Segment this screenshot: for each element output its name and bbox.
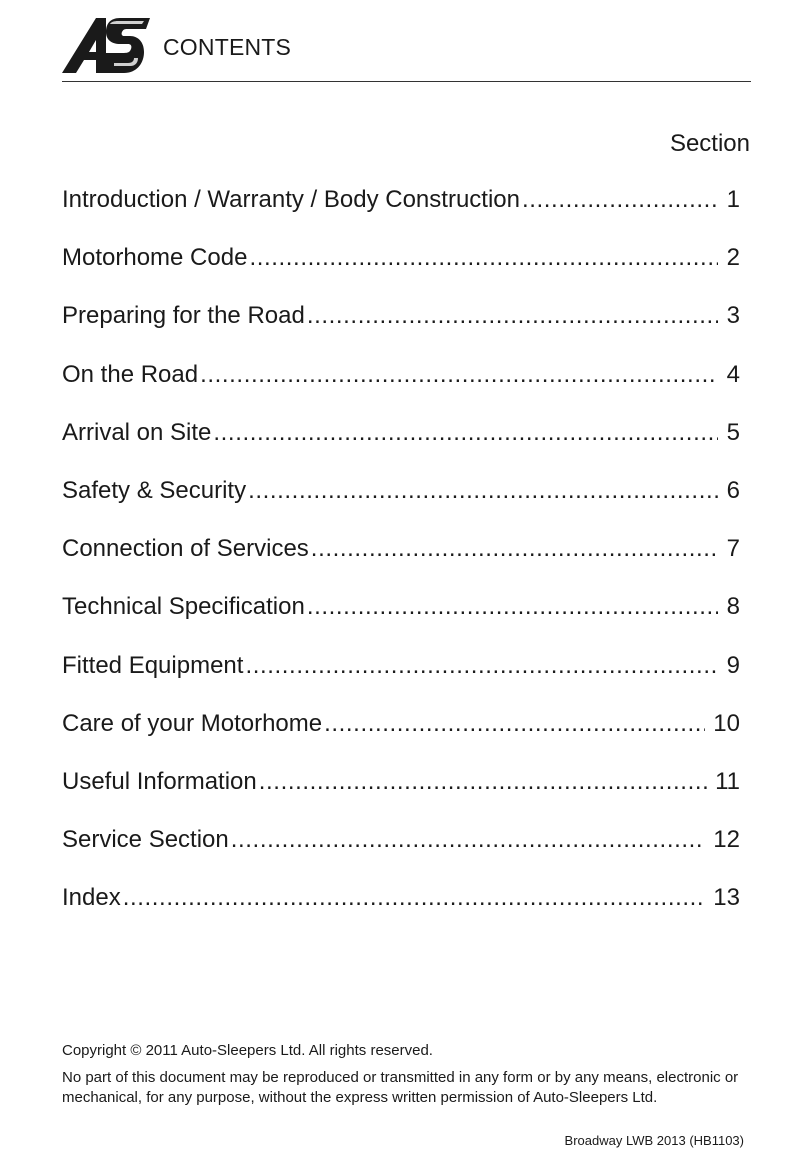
toc-entry-section-number: 11 bbox=[715, 767, 740, 795]
toc-entry-title: Fitted Equipment bbox=[62, 651, 244, 679]
toc-entry-section-number: 12 bbox=[713, 826, 740, 854]
toc-entry-section-number: 8 bbox=[726, 593, 740, 621]
toc-entry-title: Preparing for the Road bbox=[62, 302, 305, 330]
toc-entry[interactable] bbox=[62, 593, 740, 651]
toc-entry-title: Introduction / Warranty / Body Construction bbox=[62, 186, 520, 213]
toc-dot-leader bbox=[324, 710, 705, 738]
toc-entry[interactable] bbox=[62, 535, 740, 593]
toc-entry-title: On the Road bbox=[62, 360, 199, 388]
toc-entry-title: Arrival on Site bbox=[62, 418, 212, 446]
toc-dot-leader bbox=[200, 361, 718, 389]
auto-sleepers-logo bbox=[62, 16, 152, 74]
toc-dot-leader bbox=[259, 768, 707, 796]
toc-entry-section-number: 9 bbox=[726, 651, 740, 679]
toc-entry-section-number: 3 bbox=[726, 302, 740, 330]
toc-entry-title: Service Section bbox=[62, 826, 229, 854]
toc-entry[interactable] bbox=[62, 361, 740, 419]
legal-notice: No part of this document may be reproduced or transmitted in any form or by any means, electronic or mechanical, for any purpose, without the express written permission of Auto-Sleepers Ltd. bbox=[62, 1069, 739, 1106]
toc-entry-title: Motorhome Code bbox=[62, 244, 248, 272]
toc-entry-section-number: 4 bbox=[726, 360, 740, 388]
toc-dot-leader bbox=[248, 477, 718, 505]
copyright-text: Copyright © 2011 Auto-Sleepers Ltd. All rights reserved. bbox=[62, 1042, 433, 1059]
toc-entry-title: Care of your Motorhome bbox=[62, 709, 323, 737]
toc-dot-leader bbox=[522, 186, 718, 214]
toc-entry-title: Index bbox=[62, 884, 121, 912]
toc-entry-title: Safety & Security bbox=[62, 476, 247, 504]
toc-entry[interactable] bbox=[62, 419, 740, 477]
toc-entry-section-number: 2 bbox=[726, 244, 740, 272]
toc-entry[interactable] bbox=[62, 884, 740, 942]
toc-entry-section-number: 7 bbox=[726, 535, 740, 563]
header-divider bbox=[62, 81, 751, 82]
toc-entry[interactable] bbox=[62, 768, 740, 826]
toc-entry-title: Useful Information bbox=[62, 767, 257, 795]
toc-dot-leader bbox=[307, 593, 718, 621]
section-column-label: Section bbox=[669, 130, 750, 157]
toc-entry[interactable] bbox=[62, 302, 740, 360]
document-reference: Broadway LWB 2013 (HB1103) bbox=[564, 1133, 744, 1148]
toc-dot-leader bbox=[249, 244, 718, 272]
toc-entry[interactable] bbox=[62, 826, 740, 884]
toc-dot-leader bbox=[311, 535, 718, 563]
toc-entry[interactable] bbox=[62, 186, 740, 244]
toc-entry[interactable] bbox=[62, 710, 740, 768]
toc-dot-leader bbox=[231, 826, 706, 854]
toc-dot-leader bbox=[123, 884, 706, 912]
toc-entry[interactable] bbox=[62, 244, 740, 302]
toc-entry-title: Technical Specification bbox=[62, 593, 305, 621]
toc-entry-section-number: 5 bbox=[726, 418, 740, 446]
toc-entry-section-number: 13 bbox=[713, 884, 740, 912]
toc-dot-leader bbox=[245, 652, 718, 680]
toc-entry-section-number: 6 bbox=[726, 476, 740, 504]
table-of-contents bbox=[62, 186, 740, 942]
toc-entry[interactable] bbox=[62, 477, 740, 535]
toc-entry-section-number: 10 bbox=[713, 709, 740, 737]
toc-entry[interactable] bbox=[62, 652, 740, 710]
toc-dot-leader bbox=[307, 302, 718, 330]
toc-entry-section-number: 1 bbox=[726, 186, 740, 213]
toc-dot-leader bbox=[213, 419, 718, 447]
page-title: CONTENTS bbox=[163, 34, 292, 60]
toc-entry-title: Connection of Services bbox=[62, 535, 309, 563]
